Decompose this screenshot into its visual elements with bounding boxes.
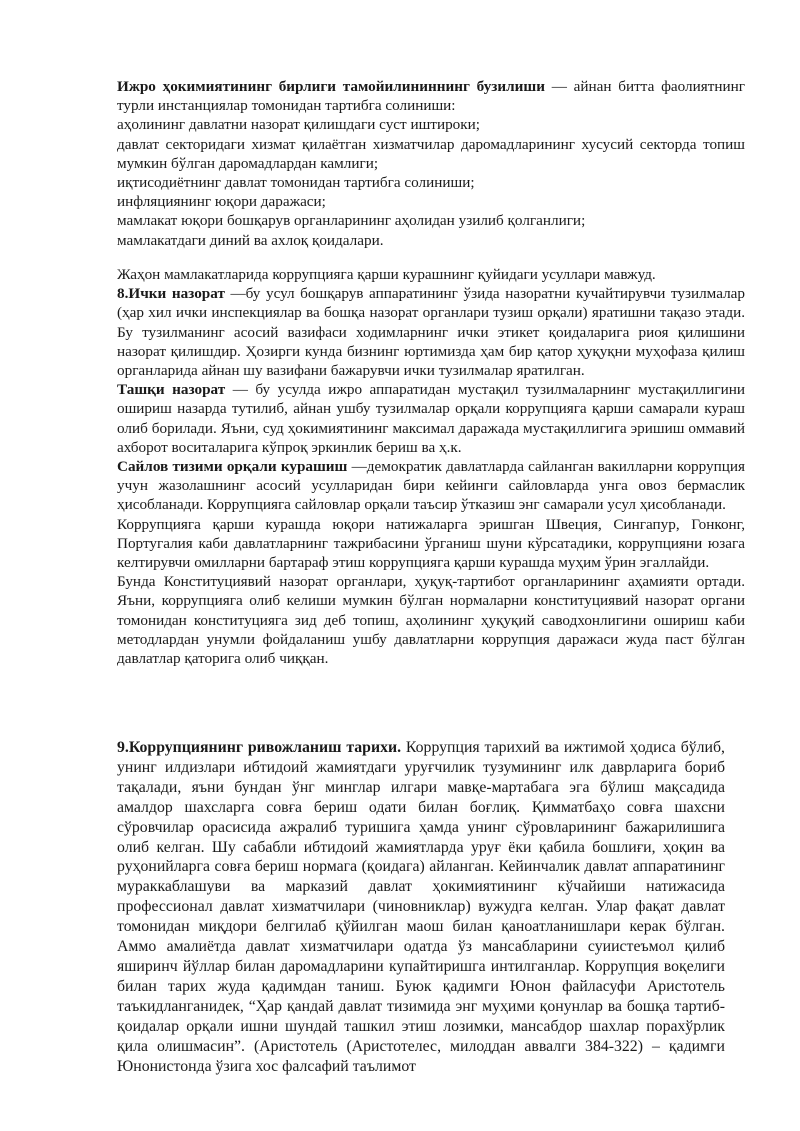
election-heading: Сайлов тизими орқали курашиш [117,458,348,476]
section-corruption-history [117,738,725,1076]
list-item: аҳолининг давлатни назорат қилишдаги суст иштироки; [117,116,480,134]
countries-paragraph: Коррупцияга қарши курашда юқори натижаларга эришган Швеция, Сингапур, Гонконг, Португалия каби давлатларнинг тажрибасини ўрганиш шуни кўрсатадики, коррупцияни юзага келтирувчи омилларни бартараф этиш коррупцияга қарши курашда муҳим ўрин эгаллайди. [117,515,745,572]
list-item: инфляциянинг юқори даражаси; [117,193,326,211]
list-item: мамлакат юқори бошқарув органларининг аҳолидан узилиб қолганлиги; [117,212,586,230]
intro-paragraph: Жаҳон мамлакатларида коррупцияга қарши курашнинг қуйидаги усуллари мавжуд. [117,266,656,283]
election-paragraph [117,457,745,515]
list-item: мамлакатдаги диний ва ахлоқ қоидалари. [117,231,384,249]
internal-control-text: —бу усул бошқарув аппаратининг ўзида назоратни кучайтирувчи тузилмалар (ҳар хил ички инспекциялар ва бошқа назорат органлари тузиш орқали) яратишни тақазо этади. Бу тузилманинг асосий вазифаси ходимларнинг ички этикет қоидаларига риоя қилишини назорат қилишдир. Ҳозирги кунда бизнинг юртимизда ҳам бир қатор ҳуқуқни муҳофаза қилиш органларида айнан шу вазифани бажарувчи ички тузилмалар яратилган. [117,285,745,380]
external-control-text: — бу усулда ижро аппаратидан мустақил тузилмаларнинг мустақиллигини ошириш назарда тутилиб, айнан ушбу тузилмалар орқали коррупцияга қарши самарали кураш олиб борилади. Яъни, суд ҳокимиятининг максимал даражада мустақиллигига эришиш оммавий ахборот воситаларига кўпроқ эркинлик бериш ва ҳ.к. [117,381,746,456]
history-paragraph [117,738,725,1076]
external-control-paragraph [117,380,745,457]
section-heading: Ижро ҳокимиятининг бирлиги тамойилининнинг бузилиши [117,78,545,95]
list-item: давлат секторидаги хизмат қилаётган хизматчилар даромадларининг хусусий секторда топиш мумкин бўлган даромадлардан камлиги; [117,135,745,172]
list-item: иқтисодиётнинг давлат томонидан тартибга солиниши; [117,174,475,192]
constitutional-paragraph: Бунда Конституциявий назорат органлари, ҳуқуқ-тартибот органларининг аҳамияти ортади. Яъни, коррупцияга олиб келиши мумкин бўлган нормаларни конституциявий назорат органи томонидан конституцияга зид деб топиш, аҳолининг ҳуқуқий саводхонлигини ошириш каби методлардан унумли фойдаланиш ушбу давлатларни коррупция даражаси жуда паст бўлган давлатлар қаторига олиб чиққан. [117,573,745,668]
heading-tail-text: — айнан битта фаолиятнинг турли инстанциялар томонидан тартибга солиниши: [117,78,746,115]
history-heading: 9.Коррупциянинг ривожланиш тарихи. [117,739,402,756]
history-text: Коррупция тарихий ва ижтимой ҳодиса бўлиб, унинг илдизлари ибтидоий жамиятдаги уруғчилик тузумининг илк даврларига бориб тақалади, яъни бундан ўнг минглар илгари мавқе-мартабага эга бўлиш мақсадида амалдор шахсларга совға бериш одати билан боғлиқ. Қимматбаҳо совға шахсни сўровчилар орасисида ажралиб туришига ҳамда унинг сўровларининг бажарилишига олиб келган. Шу сабабли ибтидоий жамиятларда уруғ ёки қабила бошлиғи, ҳоқин ва руҳонийларга совға бериш нормага (қоидага) айланган. Кейинчалик давлат аппаратининг мураккаблашуви ва марказий давлат ҳокимиятининг кўчайиши натижасида профессионал давлат хизматчилари (чиновниклар) вужудга келган. Улар фақат давлат томонидан миқдори белгилаб қўйилган маош билан қаноатланишлари керак бўлган. Аммо амалиётда давлат хизматчилари одатда ўз мансабларини суиистеъмол қилиб яширинч йўллар билан даромадларини купайтиришга интилганлар. Коррупция воқелиги билан тарих жуда қадимдан таниш. Буюк қадимги Юнон файласуфи Аристотель таъкидланганидек, “Ҳар қандай давлат тизимида энг муҳими қонунлар ва бошқа тартиб-қоидалар орқали ишни шундай ташкил этиш лозимки, мансабдор шахлар порахўрлик қила олишмасин”. (Аристотель (Аристотелес, милоддан аввалги 384-322) – қадимги Юнонистонда ўзига хос фалсафий таълимот [117,739,725,1075]
election-text: —демократик давлатларда сайланган вакилларни коррупция учун жазолашнинг асосий усулларидан бири кейинги сайловларда унга овоз бермаслик ҳисобланади. Коррупцияга сайловлар орқали таъсир ўтказиш энг самарали усул ҳисобланади. [117,458,746,514]
section-anti-corruption-methods [117,265,745,668]
heading-paragraph [117,77,745,115]
internal-control-heading: 8.Ички назорат [117,285,225,303]
internal-control-paragraph [117,284,745,380]
external-control-heading: Ташқи назорат [117,381,226,399]
section-unity-principle [117,77,745,250]
